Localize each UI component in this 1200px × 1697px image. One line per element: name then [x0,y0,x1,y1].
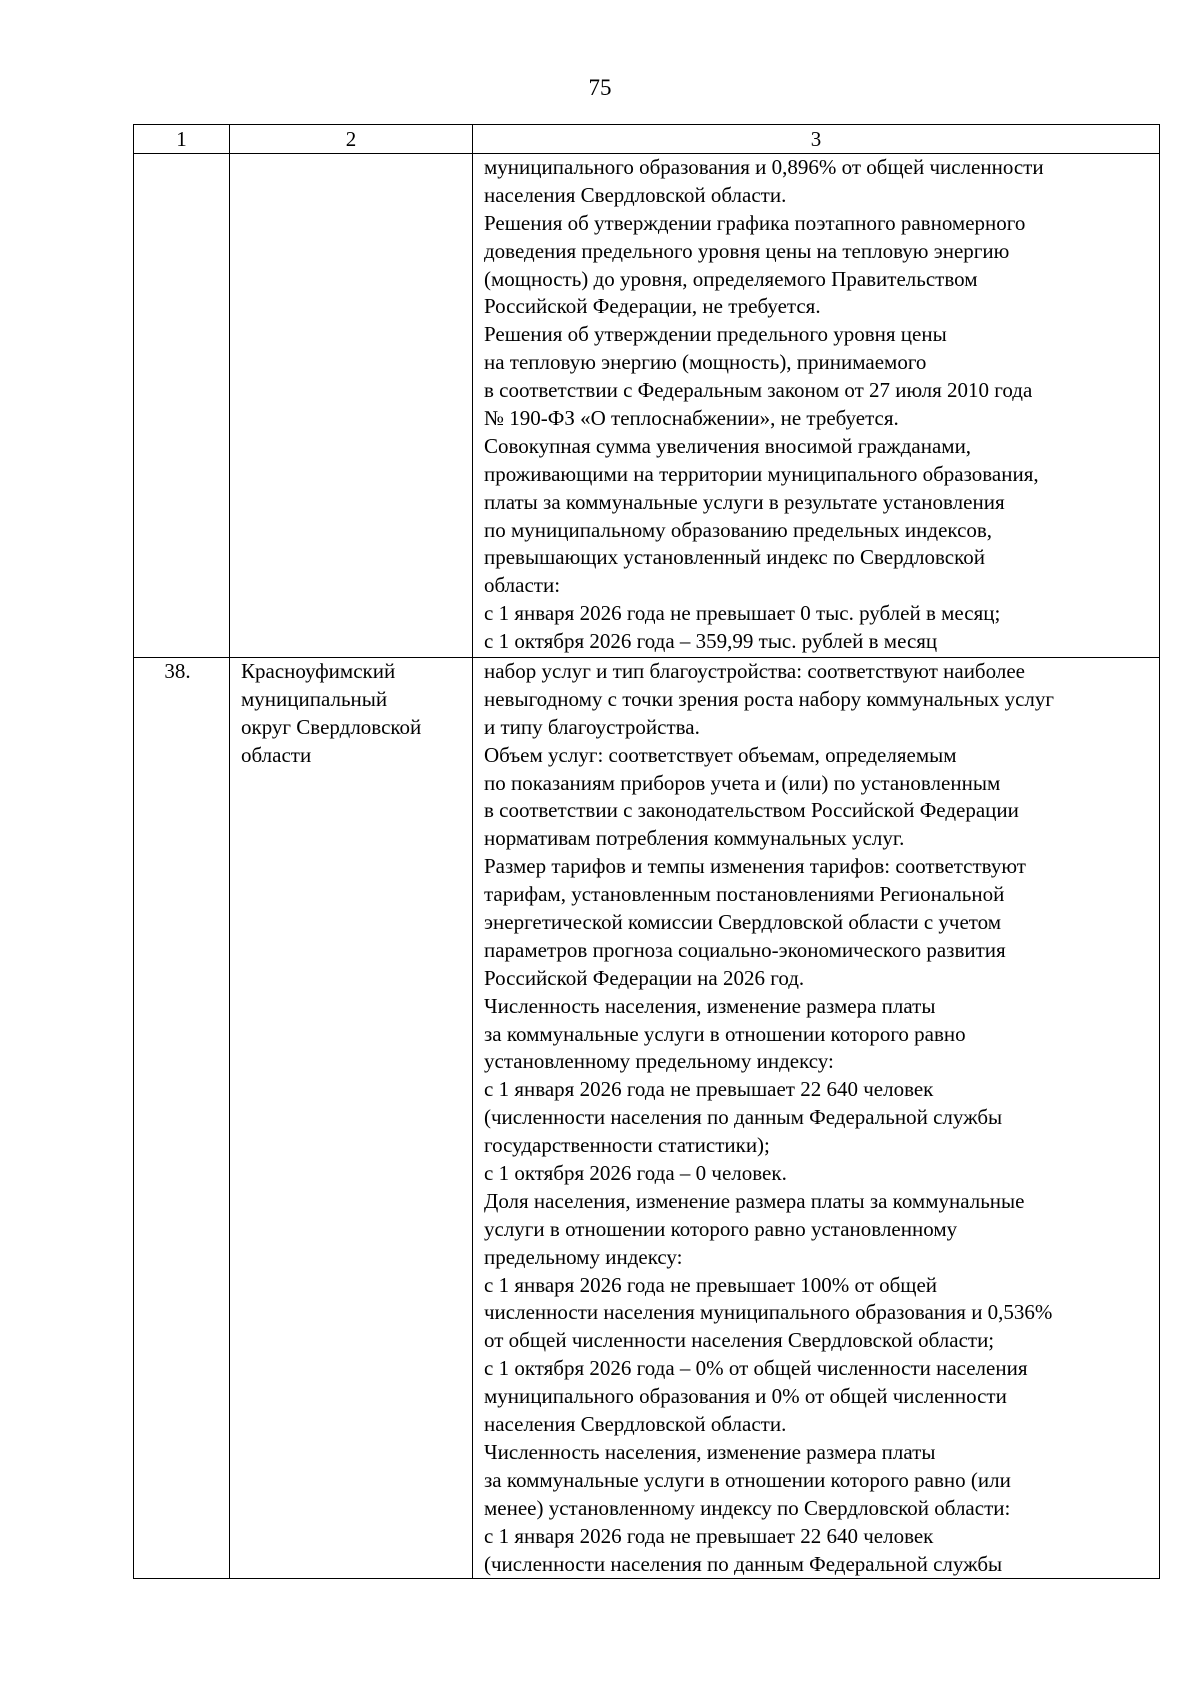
municipality-name [230,658,472,770]
text-line: проживающими на территории муниципального образования, [484,461,1039,486]
text-line: платы за коммунальные услуги в результате установления [484,489,1005,514]
column-header-1: 1 [134,125,230,154]
table-row-continuation [134,154,1160,658]
text-line: в соответствии с законодательством Российской Федерации [484,798,1019,823]
text-line: Доля населения, изменение размера платы за коммунальные [484,1188,1025,1213]
text-line: за коммунальные услуги в отношении которого равно (или [484,1467,1011,1492]
data-table [133,124,1160,1579]
column-header-3: 3 [473,125,1160,154]
text-line: (численности населения по данным Федеральной службы [484,1105,1003,1130]
text-line: параметров прогноза социально-экономического развития [484,937,1006,962]
text-line: невыгодному с точки зрения роста набору коммунальных услуг [484,686,1055,711]
text-line: области [241,742,312,767]
table-row-38 [134,658,1160,1579]
text-line: набор услуг и тип благоустройства: соответствуют наиболее [484,659,1025,683]
description-cell [473,658,1160,1579]
text-line: Объем услуг: соответствует объемам, определяемым [484,742,957,767]
text-line: (мощность) до уровня, определяемого Правительством [484,266,978,291]
municipality-cell [230,658,473,1579]
text-line: с 1 января 2026 года не превышает 100% от общей [484,1272,938,1297]
row-number-cell [134,658,230,1579]
text-line: превышающих установленный индекс по Свердловской [484,545,985,570]
text-line: муниципального образования и 0% от общей численности [484,1384,1007,1409]
text-line: округ Свердловской [241,714,422,739]
description-text [473,658,1159,1578]
text-line: с 1 октября 2026 года – 0 человек. [484,1161,787,1186]
text-line: муниципальный [241,686,388,711]
table-header-row [134,125,1160,154]
text-line: тарифам, установленным постановлениями Региональной [484,882,1005,907]
text-line: с 1 января 2026 года не превышает 0 тыс. рублей в месяц; [484,601,1001,626]
text-line: с 1 января 2026 года не превышает 22 640 человек [484,1077,934,1102]
text-line: Размер тарифов и темпы изменения тарифов: соответствуют [484,854,1026,879]
text-line: предельному индексу: [484,1244,683,1269]
text-line: с 1 октября 2026 года – 0% от общей численности населения [484,1356,1028,1381]
text-line: по показаниям приборов учета и (или) по установленным [484,770,1001,795]
text-line: населения Свердловской области. [484,1412,787,1437]
text-line: муниципального образования и 0,896% от общей численности [484,155,1044,179]
text-line: услуги в отношении которого равно установленному [484,1216,958,1241]
row-number-cell [134,154,230,658]
text-line: Численность населения, изменение размера платы [484,993,936,1018]
text-line: на тепловую энергию (мощность), принимаемого [484,350,927,375]
text-line: Российской Федерации, не требуется. [484,294,821,319]
text-line: менее) установленному индексу по Свердловской области: [484,1495,1011,1520]
text-line: государственности статистики); [484,1133,770,1158]
text-line: по муниципальному образованию предельных индексов, [484,517,993,542]
text-line: Решения об утверждении предельного уровня цены [484,322,947,347]
description-cell [473,154,1160,658]
text-line: области: [484,573,561,598]
text-line: с 1 января 2026 года не превышает 22 640 человек [484,1523,934,1548]
municipality-cell [230,154,473,658]
text-line: от общей численности населения Свердловской области; [484,1328,995,1353]
text-line: с 1 октября 2026 года – 359,99 тыс. рублей в месяц [484,629,938,654]
column-header-2: 2 [230,125,473,154]
text-line: населения Свердловской области. [484,182,787,207]
text-line: Красноуфимский [241,659,396,683]
text-line: Решения об утверждении графика поэтапного равномерного [484,210,1026,235]
text-line: энергетической комиссии Свердловской области с учетом [484,910,1002,935]
text-line: и типу благоустройства. [484,714,700,739]
text-line: Совокупная сумма увеличения вносимой гражданами, [484,433,972,458]
text-line: доведения предельного уровня цены на тепловую энергию [484,238,1010,263]
description-text [473,154,1159,656]
page-number: 75 [588,75,612,100]
row-number: 38. [164,659,191,683]
text-line: № 190-ФЗ «О теплоснабжении», не требуется. [484,406,899,431]
text-line: численности населения муниципального образования и 0,536% [484,1300,1053,1325]
text-line: нормативам потребления коммунальных услуг. [484,826,905,851]
text-line: Российской Федерации на 2026 год. [484,965,805,990]
text-line: (численности населения по данным Федеральной службы [484,1551,1003,1576]
text-line: установленному предельному индексу: [484,1049,834,1074]
text-line: за коммунальные услуги в отношении которого равно [484,1021,966,1046]
text-line: в соответствии с Федеральным законом от 27 июля 2010 года [484,378,1033,403]
row-number [134,154,229,182]
text-line: Численность населения, изменение размера платы [484,1439,936,1464]
